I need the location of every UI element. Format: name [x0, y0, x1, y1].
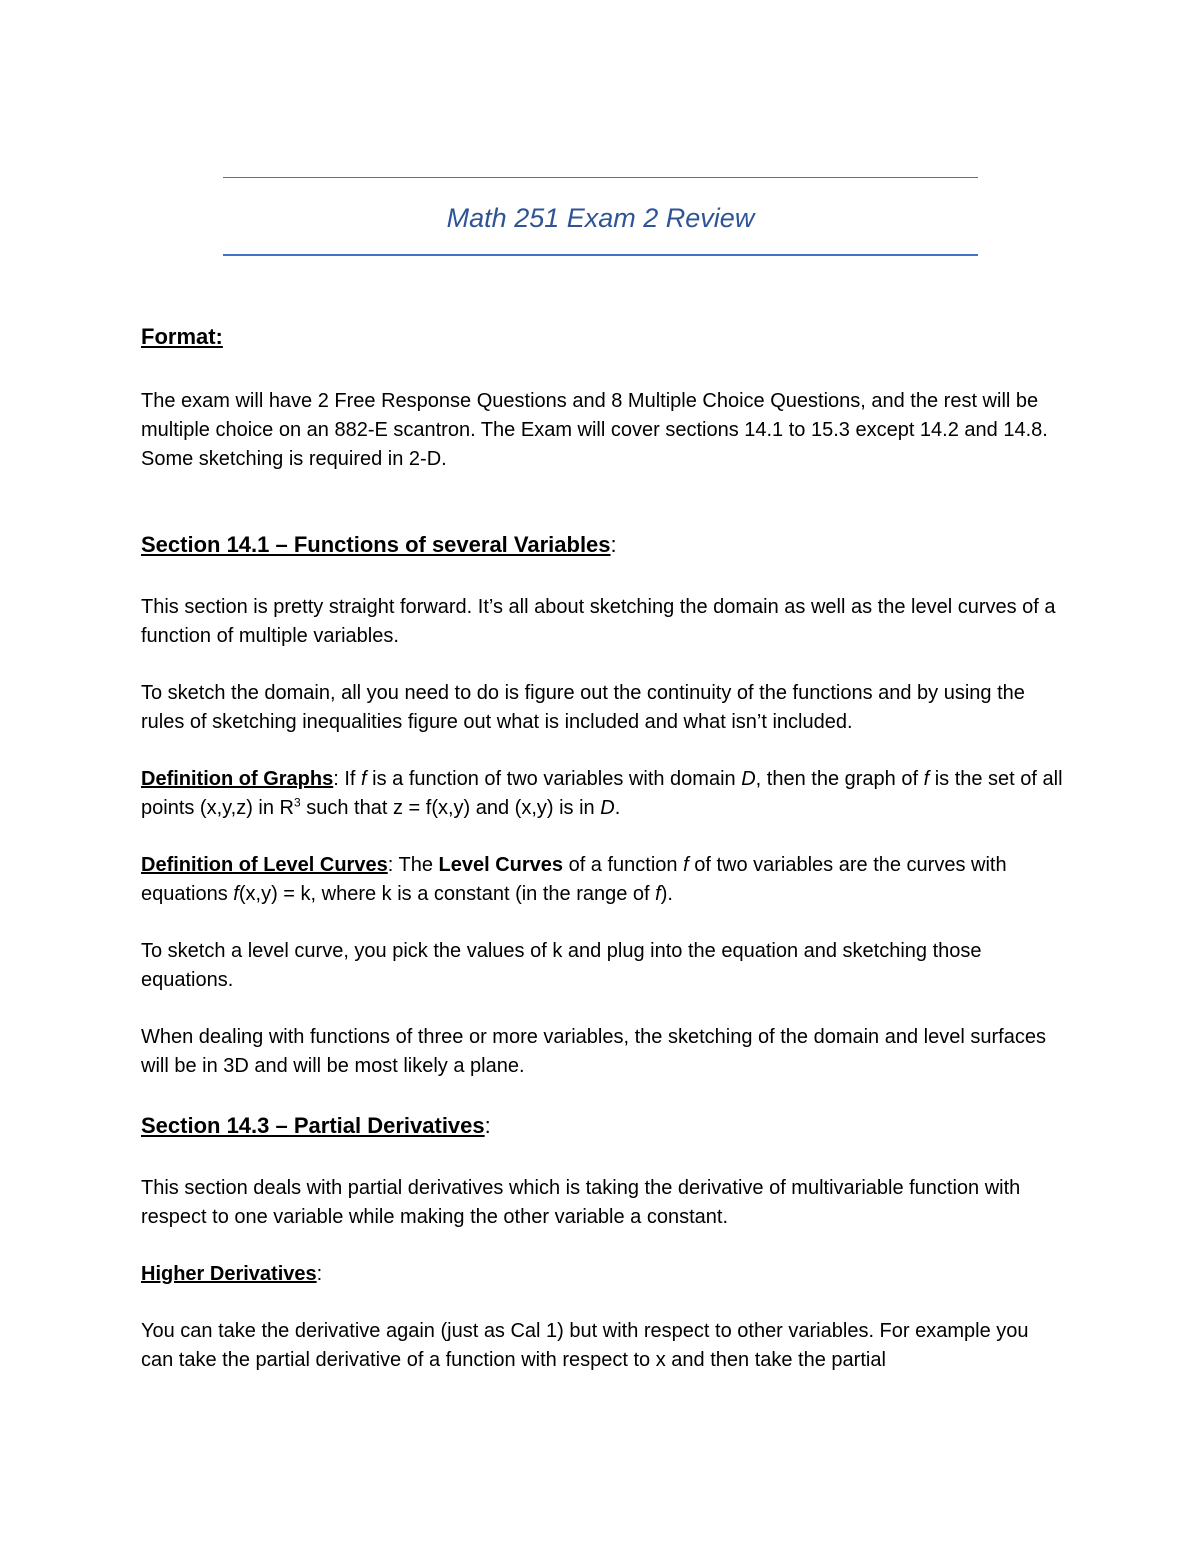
definition-graphs-text-4: is the set of all points (x,y,z) in R [141, 768, 1063, 819]
document-title: Math 251 Exam 2 Review [446, 203, 755, 233]
definition-level-text-1: The [393, 854, 439, 876]
definition-graphs-text-1: If [338, 768, 362, 790]
function-f-symbol: f [233, 883, 239, 905]
definition-graphs-text-3: , then the graph of [755, 768, 924, 790]
domain-d-symbol: D [741, 768, 756, 790]
definition-graphs-text-6: . [614, 797, 621, 819]
definition-level-curves-colon: : [387, 854, 394, 876]
section-14-3-heading-colon: : [484, 1113, 491, 1138]
definition-level-curves-label: Definition of Level Curves [141, 854, 388, 876]
section-14-1-heading-text: Section 14.1 – Functions of several Variables [141, 532, 611, 557]
format-paragraph: The exam will have 2 Free Response Questions and 8 Multiple Choice Questions, and the rest will be multiple choice on an 882-E scantron. The Exam will cover sections 14.1 to 15.3 except 14.2 and 14.8. Some sketching is required in 2-D. [141, 390, 1048, 470]
definition-level-text-4: (x,y) = k, where k is a constant (in the range of [238, 883, 656, 905]
section-14-3-heading [141, 1111, 1066, 1140]
function-f-symbol: f [361, 768, 367, 790]
title-top-rule [223, 177, 978, 178]
three-variables-paragraph: When dealing with functions of three or more variables, the sketching of the domain and level surfaces will be in 3D and will be most likely a plane. [141, 1026, 1046, 1077]
definition-graphs [141, 765, 1066, 823]
higher-derivatives-paragraph: You can take the derivative again (just as Cal 1) but with respect to other variables. For example you can take the partial derivative of a function with respect to x and then take the partial [141, 1320, 1029, 1371]
format-heading [141, 322, 1066, 351]
definition-graphs-colon: : [333, 768, 339, 790]
domain-d-symbol: D [600, 797, 615, 819]
definition-graphs-text-5: such that z = f(x,y) and (x,y) is in [300, 797, 601, 819]
function-f-symbol: f [923, 768, 930, 790]
definition-graphs-label: Definition of Graphs [141, 768, 334, 790]
section-14-3-intro: This section deals with partial derivatives which is taking the derivative of multivariable function with respect to one variable while making the other variable a constant. [141, 1177, 1021, 1228]
definition-level-text-2: of a function [563, 854, 684, 876]
definition-graphs-text-2: is a function of two variables with domain [366, 768, 742, 790]
section-14-3-heading-text: Section 14.3 – Partial Derivatives [141, 1113, 485, 1138]
level-curves-term: Level Curves [438, 854, 564, 876]
higher-derivatives-colon: : [316, 1263, 323, 1285]
title-bottom-rule [223, 254, 978, 256]
definition-level-text-5: ). [660, 883, 673, 905]
section-14-1-heading [141, 530, 1066, 559]
section-14-1-heading-colon: : [610, 532, 617, 557]
domain-paragraph: To sketch the domain, all you need to do is figure out the continuity of the functions and by using the rules of sketching inequalities figure out what is included and what isn’t included. [141, 682, 1025, 733]
sketch-level-curve-paragraph: To sketch a level curve, you pick the values of k and plug into the equation and sketching those equations. [141, 940, 982, 991]
function-f-symbol: f [683, 854, 689, 876]
function-f-symbol: f [655, 883, 661, 905]
superscript-3: 3 [294, 795, 301, 810]
higher-derivatives-label: Higher Derivatives [141, 1263, 317, 1285]
format-heading-text: Format: [141, 324, 223, 349]
higher-derivatives-heading [141, 1260, 1066, 1289]
document-body [141, 322, 1066, 1375]
definition-level-text-3: of two variables are the curves with equations [141, 854, 1007, 905]
definition-level-curves [141, 851, 1066, 909]
section-14-1-intro: This section is pretty straight forward. It’s all about sketching the domain as well as the level curves of a function of multiple variables. [141, 596, 1056, 647]
